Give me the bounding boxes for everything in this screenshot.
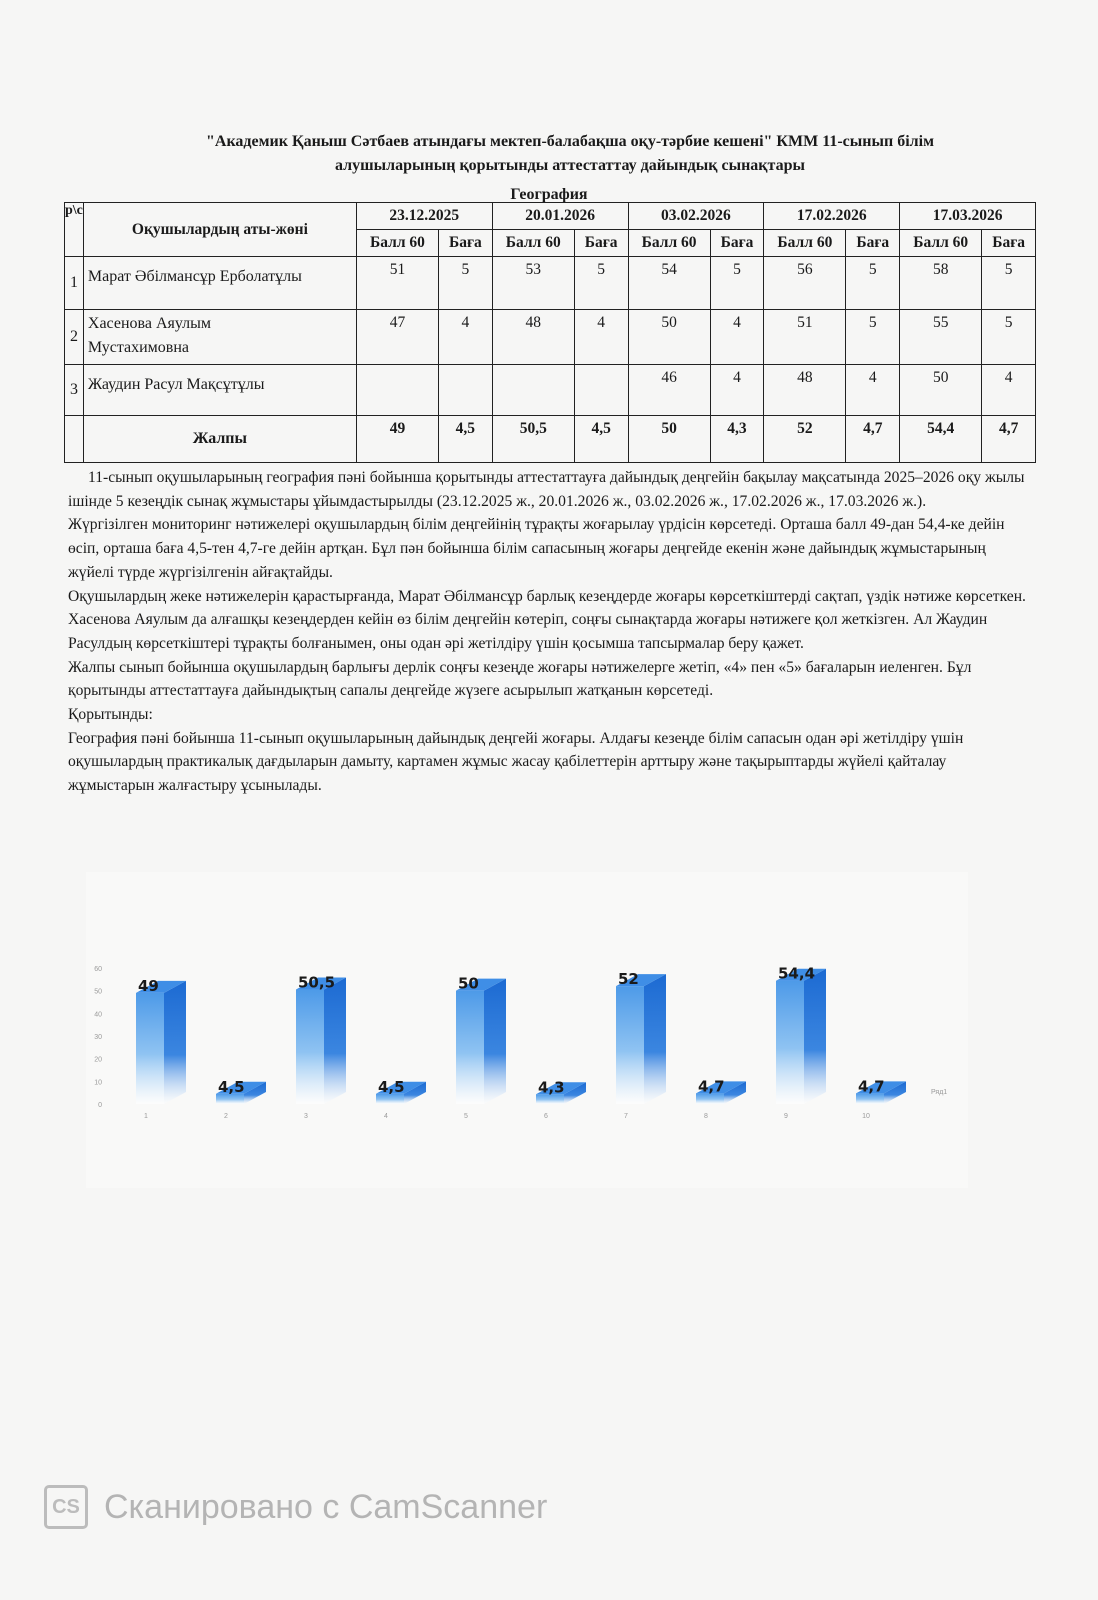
total-cell: 4,7 bbox=[846, 416, 900, 463]
table-cell: 4 bbox=[710, 365, 764, 416]
bar-front-face bbox=[616, 986, 644, 1104]
x-tick-label: 5 bbox=[464, 1113, 468, 1120]
data-label: 4,7 bbox=[698, 1077, 725, 1096]
header-row-dates bbox=[65, 203, 1036, 230]
table-cell: 4 bbox=[439, 310, 493, 365]
data-label: 4,5 bbox=[218, 1077, 245, 1096]
total-cell: 54,4 bbox=[900, 416, 982, 463]
camscanner-logo-icon: CS bbox=[44, 1485, 88, 1529]
total-cell: 49 bbox=[356, 416, 438, 463]
x-tick-label: 10 bbox=[862, 1113, 870, 1120]
col-header-grade: Баға bbox=[846, 230, 900, 257]
x-tick-label: 4 bbox=[384, 1113, 388, 1120]
total-cell: 52 bbox=[764, 416, 846, 463]
y-tick-label: 0 bbox=[98, 1102, 102, 1109]
table-cell: 5 bbox=[846, 257, 900, 310]
col-header-date: 03.02.2026 bbox=[628, 203, 764, 230]
paragraph: Жүргізілген мониторинг нәтижелері оқушылардың білім деңгейінің тұрақты жоғарылау үрдісін көрсетеді. Орташа балл 49-дан 54,4-ке дейін өсіп, орташа баға 4,5-тен 4,7-ге дейін артқан. Бұл пән бойынша білім сапасының жоғары деңгейде екенін және дайындық жұмыстарының жүйелі түрде жүргізілгенін айғақтайды. bbox=[68, 516, 1005, 581]
data-label: 52 bbox=[618, 970, 639, 989]
table-cell: 58 bbox=[900, 257, 982, 310]
x-tick-label: 9 bbox=[784, 1113, 788, 1120]
col-header-date: 20.01.2026 bbox=[492, 203, 628, 230]
document-title bbox=[100, 130, 1040, 178]
total-cell: 50,5 bbox=[492, 416, 574, 463]
col-header-number: р\с bbox=[65, 203, 84, 257]
data-label: 50,5 bbox=[298, 973, 336, 992]
col-header-date: 17.02.2026 bbox=[764, 203, 900, 230]
chart-canvas bbox=[86, 872, 968, 1188]
table-cell: 51 bbox=[764, 310, 846, 365]
col-header-date: 17.03.2026 bbox=[900, 203, 1036, 230]
table-cell: 5 bbox=[710, 257, 764, 310]
student-name-line-2: Мустахимовна bbox=[87, 339, 190, 356]
paragraph: Жалпы сынып бойынша оқушылардың барлығы дерлік соңғы кезеңде жоғары нәтижелерге жетіп, «4» пен «5» бағаларын иеленген. Бұл қорытынды аттестаттауға дайындықтың сапалы деңгейде жүзеге асырылып жатқанын көрсетеді. bbox=[68, 658, 972, 700]
y-tick-label: 50 bbox=[94, 988, 102, 996]
table-cell bbox=[439, 365, 493, 416]
y-tick-label: 10 bbox=[94, 1079, 102, 1087]
title-line-2: алушыларының қорытынды аттестаттау дайындық сынақтары bbox=[335, 157, 805, 174]
table-row bbox=[65, 365, 1036, 416]
student-name: Жаудин Расул Мақсұтұлы bbox=[83, 365, 356, 416]
col-header-grade: Баға bbox=[439, 230, 493, 257]
total-label: Жалпы bbox=[83, 416, 356, 463]
subject-heading: География bbox=[510, 186, 588, 203]
paragraph: Оқушылардың жеке нәтижелерін қарастырғанда, Марат Әбілмансұр барлық кезеңдерде жоғары көрсеткіштерді сақтап, үздік нәтиже көрсеткен. Хасенова Аяулым да алғашқы кезеңдерден кейін өз білім деңгейін көтеріп, соңғы сынақтарда жоғары нәтижеге қол жеткізген. Ал Жаудин Расулдың көрсеткіштері тұрақты болғанымен, оны одан әрі жетілдіру үшін қосымша тапсырмалар беру қажет. bbox=[68, 587, 1026, 652]
row-index: 2 bbox=[65, 310, 84, 365]
student-name: Марат Әбілмансұр Ерболатұлы bbox=[83, 257, 356, 310]
x-tick-label: 7 bbox=[624, 1113, 628, 1120]
total-cell: 4,7 bbox=[982, 416, 1036, 463]
total-cell: 4,5 bbox=[574, 416, 628, 463]
camscanner-watermark bbox=[44, 1482, 547, 1532]
table-cell: 48 bbox=[492, 310, 574, 365]
col-header-date: 23.12.2025 bbox=[356, 203, 492, 230]
bar-side-face bbox=[484, 979, 506, 1104]
table-row bbox=[65, 310, 1036, 365]
row-index-empty bbox=[65, 416, 84, 463]
x-tick-label: 2 bbox=[224, 1113, 228, 1120]
total-cell: 4,3 bbox=[710, 416, 764, 463]
bar-front-face bbox=[296, 990, 324, 1104]
bar-side-face bbox=[644, 974, 666, 1104]
total-cell: 50 bbox=[628, 416, 710, 463]
student-name bbox=[83, 310, 356, 365]
col-header-score: Балл 60 bbox=[492, 230, 574, 257]
data-label: 4,5 bbox=[378, 1077, 405, 1096]
table-cell: 54 bbox=[628, 257, 710, 310]
y-tick-label: 30 bbox=[94, 1034, 102, 1041]
table-cell: 55 bbox=[900, 310, 982, 365]
bar-chart bbox=[86, 872, 968, 1188]
data-label: 49 bbox=[138, 976, 159, 995]
x-tick-label: 8 bbox=[704, 1113, 708, 1120]
y-tick-label: 60 bbox=[94, 966, 102, 973]
paragraph: 11-сынып оқушыларының география пәні бойынша қорытынды аттестаттауға дайындық деңгейін бақылау мақсатында 2025–2026 оқу жылы ішінде 5 кезеңдік сынақ жұмыстары ұйымдастырылды (23.12.2025 ж., 20.01.2026 ж., 03.02.2026 ж., 17.02.2026 ж., 17.03.2026 ж.). bbox=[68, 469, 1025, 510]
data-label: 4,7 bbox=[858, 1077, 885, 1096]
col-header-score: Балл 60 bbox=[900, 230, 982, 257]
x-tick-label: 1 bbox=[144, 1113, 148, 1120]
student-name-line-1: Хасенова Аяулым bbox=[87, 315, 212, 332]
bar-front-face bbox=[456, 991, 484, 1104]
bar-side-face bbox=[804, 969, 826, 1104]
bar-front-face bbox=[136, 993, 164, 1104]
col-header-score: Балл 60 bbox=[356, 230, 438, 257]
col-header-grade: Баға bbox=[982, 230, 1036, 257]
row-index: 1 bbox=[65, 257, 84, 310]
data-label: 4,3 bbox=[538, 1078, 565, 1097]
data-label: 54,4 bbox=[778, 964, 816, 983]
legend-entry: Ряд1 bbox=[931, 1089, 948, 1096]
col-header-name: Оқушылардың аты-жөні bbox=[83, 203, 356, 257]
grades-table bbox=[64, 202, 1036, 463]
table-cell: 5 bbox=[982, 310, 1036, 365]
bar-front-face bbox=[776, 981, 804, 1104]
y-tick-label: 40 bbox=[94, 1011, 102, 1019]
table-cell: 56 bbox=[764, 257, 846, 310]
table-cell: 5 bbox=[439, 257, 493, 310]
table-cell: 4 bbox=[574, 310, 628, 365]
table-cell: 5 bbox=[574, 257, 628, 310]
table-cell: 4 bbox=[846, 365, 900, 416]
paragraph: География пәні бойынша 11-сынып оқушыларының дайындық деңгейі жоғары. Алдағы кезеңде білім сапасын одан әрі жетілдіру үшін оқушылардың практикалық дағдыларын дамыту, картамен жұмыс жасау қабілеттерін арттыру және тақырыптарды жүйелі қайталау жұмыстарын жалғастыру ұсынылады. bbox=[68, 729, 964, 795]
col-header-grade: Баға bbox=[710, 230, 764, 257]
table-cell: 4 bbox=[982, 365, 1036, 416]
table-cell: 53 bbox=[492, 257, 574, 310]
table-row bbox=[65, 257, 1036, 310]
data-label: 50 bbox=[458, 974, 479, 993]
analysis-text bbox=[68, 466, 1034, 798]
total-cell: 4,5 bbox=[439, 416, 493, 463]
table-cell: 50 bbox=[628, 310, 710, 365]
table-cell: 4 bbox=[710, 310, 764, 365]
table-cell: 46 bbox=[628, 365, 710, 416]
bar-side-face bbox=[164, 981, 186, 1104]
table-cell bbox=[356, 365, 438, 416]
conclusion-heading: Қорытынды: bbox=[68, 706, 153, 724]
row-index: 3 bbox=[65, 365, 84, 416]
table-cell: 47 bbox=[356, 310, 438, 365]
col-header-score: Балл 60 bbox=[764, 230, 846, 257]
col-header-grade: Баға bbox=[574, 230, 628, 257]
table-cell: 5 bbox=[846, 310, 900, 365]
watermark-text: Сканировано с CamScanner bbox=[104, 1487, 548, 1526]
table-cell: 5 bbox=[982, 257, 1036, 310]
table-row-total bbox=[65, 416, 1036, 463]
table-cell: 50 bbox=[900, 365, 982, 416]
table-cell bbox=[574, 365, 628, 416]
x-tick-label: 6 bbox=[544, 1113, 548, 1120]
y-tick-label: 20 bbox=[94, 1056, 102, 1064]
col-header-score: Балл 60 bbox=[628, 230, 710, 257]
table-cell: 48 bbox=[764, 365, 846, 416]
title-line-1: "Академик Қаныш Сәтбаев атындағы мектеп-балабақша оқу-тәрбие кешені" КММ 11-сынып білім bbox=[206, 133, 934, 150]
table-cell: 51 bbox=[356, 257, 438, 310]
table-cell bbox=[492, 365, 574, 416]
x-tick-label: 3 bbox=[304, 1113, 308, 1120]
bar-side-face bbox=[324, 978, 346, 1104]
